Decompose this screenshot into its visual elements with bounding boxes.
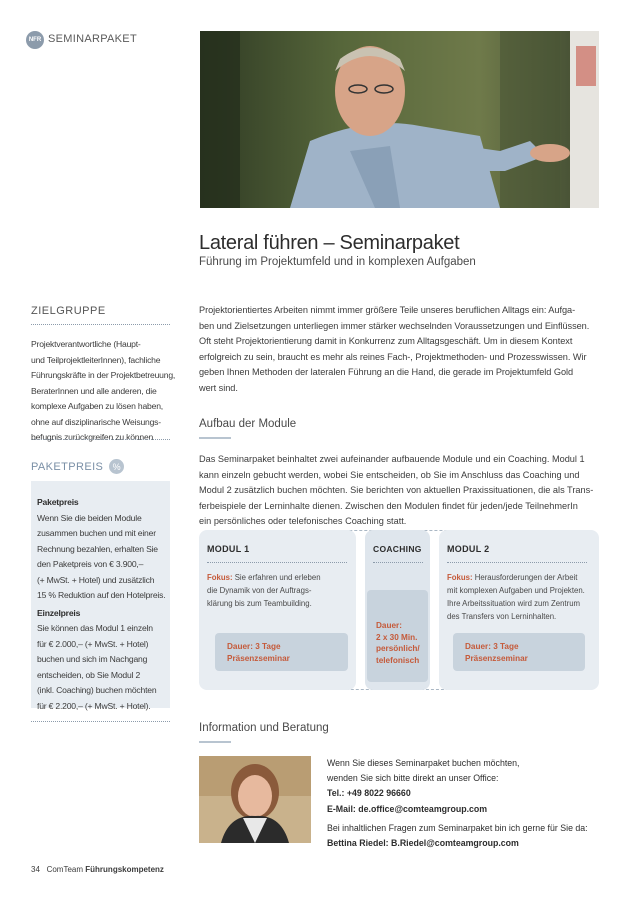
contact-photo [199, 756, 311, 843]
footer-brand: ComTeam [46, 865, 84, 874]
heading-underline [199, 741, 231, 743]
module-1-text: Fokus: Sie erfahren und erleben die Dynamik von der Auftrags- klärung bis zum Teambuilding. [207, 573, 321, 608]
percent-icon: % [109, 459, 124, 474]
coaching-box [365, 530, 430, 690]
info-heading: Information und Beratung [199, 722, 329, 734]
module-2-duration: Dauer: 3 Tage Präsenzseminar [453, 633, 585, 671]
price-box: Paketpreis Wenn Sie die beiden Module zusammen buchen und mit einer Rechnung bezahlen, erhalten Sie den Paketpreis von € 3.900,– (+ MwSt. + Hotel) und zusätzlich 15 % Reduktion auf den Hotelpreis. Einzelpreis Sie können das Modul 1 einzeln für € 2.000,– (+ MwSt. + Hotel) buchen und sich im Nachgang entscheiden, ob Sie Modul 2 (inkl. Coaching) buchen möchten für € 2.200,– (+ MwSt. + Hotel). [31, 481, 170, 708]
module-2-label: MODUL 2 [447, 544, 490, 554]
email-link[interactable]: E-Mail: de.office@comteamgroup.com [327, 803, 488, 814]
paketpreis-heading: PAKETPREIS % [31, 459, 124, 474]
module-1-label: MODUL 1 [207, 544, 250, 554]
info-text: Wenn Sie dieses Seminarpaket buchen möchten, wenden Sie sich bitte direkt an unser Office: Tel.: +49 8022 96660 E-Mail: de.office@comteamgroup.com Bei inhaltlichen Fragen zum Seminarpaket bin ich gerne für Sie da: Bettina Riedel: B.Riedel@comteamgroup.com [327, 756, 607, 851]
contact-link[interactable]: Bettina Riedel: B.Riedel@comteamgroup.com [327, 838, 519, 849]
page-number: 34 [31, 865, 40, 874]
intro-paragraph: Projektorientiertes Arbeiten nimmt immer größere Teile unseres beruflichen Alltags ein: Aufga- ben und Zielsetzungen unterliegen immer stärker wechselnden Voraussetzungen und Einflüssen. Oft steht Projektorientierung damit in Konkurrenz zum Alltagsgeschäft. Um in diesem Kontext erfolgreich zu sein, braucht es mehr als reines Fach-, Projektmethoden- und Prozesswissen. Wir geben Ihnen Methoden der lateralen Führung an die Hand, die gerade im Projektumfeld Gold wert sind. [199, 305, 590, 393]
footer-section: Führungskompetenz [85, 865, 164, 874]
module-1-box [199, 530, 356, 690]
zielgruppe-text: Projektverantwortliche (Haupt- und TeilprojektleiterInnen), fachliche Führungskräfte in der Projektbetreuung, BeraterInnen und alle anderen, die komplexe Aufgaben zu lösen haben, ohne auf disziplinarische Weisungs- befugnis zurückgreifen zu können [31, 339, 176, 442]
divider [31, 721, 170, 722]
page-subtitle: Führung im Projektumfeld und in komplexen Aufgaben [199, 256, 476, 268]
module-1-duration: Dauer: 3 Tage Präsenzseminar [215, 633, 348, 671]
hero-photo [200, 31, 599, 208]
page-title: Lateral führen – Seminarpaket [199, 232, 460, 254]
zielgruppe-heading: ZIELGRUPPE [31, 305, 106, 317]
section-label: SEMINARPAKET [48, 33, 137, 45]
coaching-label: COACHING [373, 544, 422, 554]
footer [31, 865, 164, 874]
heading-underline [199, 437, 231, 439]
phone-link[interactable]: Tel.: +49 8022 96660 [327, 788, 411, 799]
module-2-text: Fokus: Herausforderungen der Arbeit mit komplexen Aufgaben und Projekten. Ihre Arbeitssituation wird zum Zentrum des Transfers von Lerninhalten. [447, 573, 585, 621]
module-2-box [439, 530, 599, 690]
aufbau-heading: Aufbau der Module [199, 418, 297, 430]
coaching-duration: Dauer: 2 x 30 Min. persönlich/ telefonisch [367, 590, 428, 682]
divider [31, 439, 170, 440]
divider [31, 324, 170, 325]
aufbau-paragraph: Das Seminarpaket beinhaltet zwei aufeinander aufbauende Module und ein Coaching. Modul 1 kann einzeln gebucht werden, wobei Sie entscheiden, ob Sie im Anschluss das Coaching und Modul 2 zusätzlich buchen möchten. Sie berichten von aktuellen Praxissituationen, die als Trans- ferbeispiele der Lerninhalte dienen. Zwischen den Modulen findet für jeden/jede TeilnehmerIn ein persönliches oder telefonisches Coaching statt. [199, 454, 594, 527]
brand-logo-badge: NFR [26, 31, 44, 49]
